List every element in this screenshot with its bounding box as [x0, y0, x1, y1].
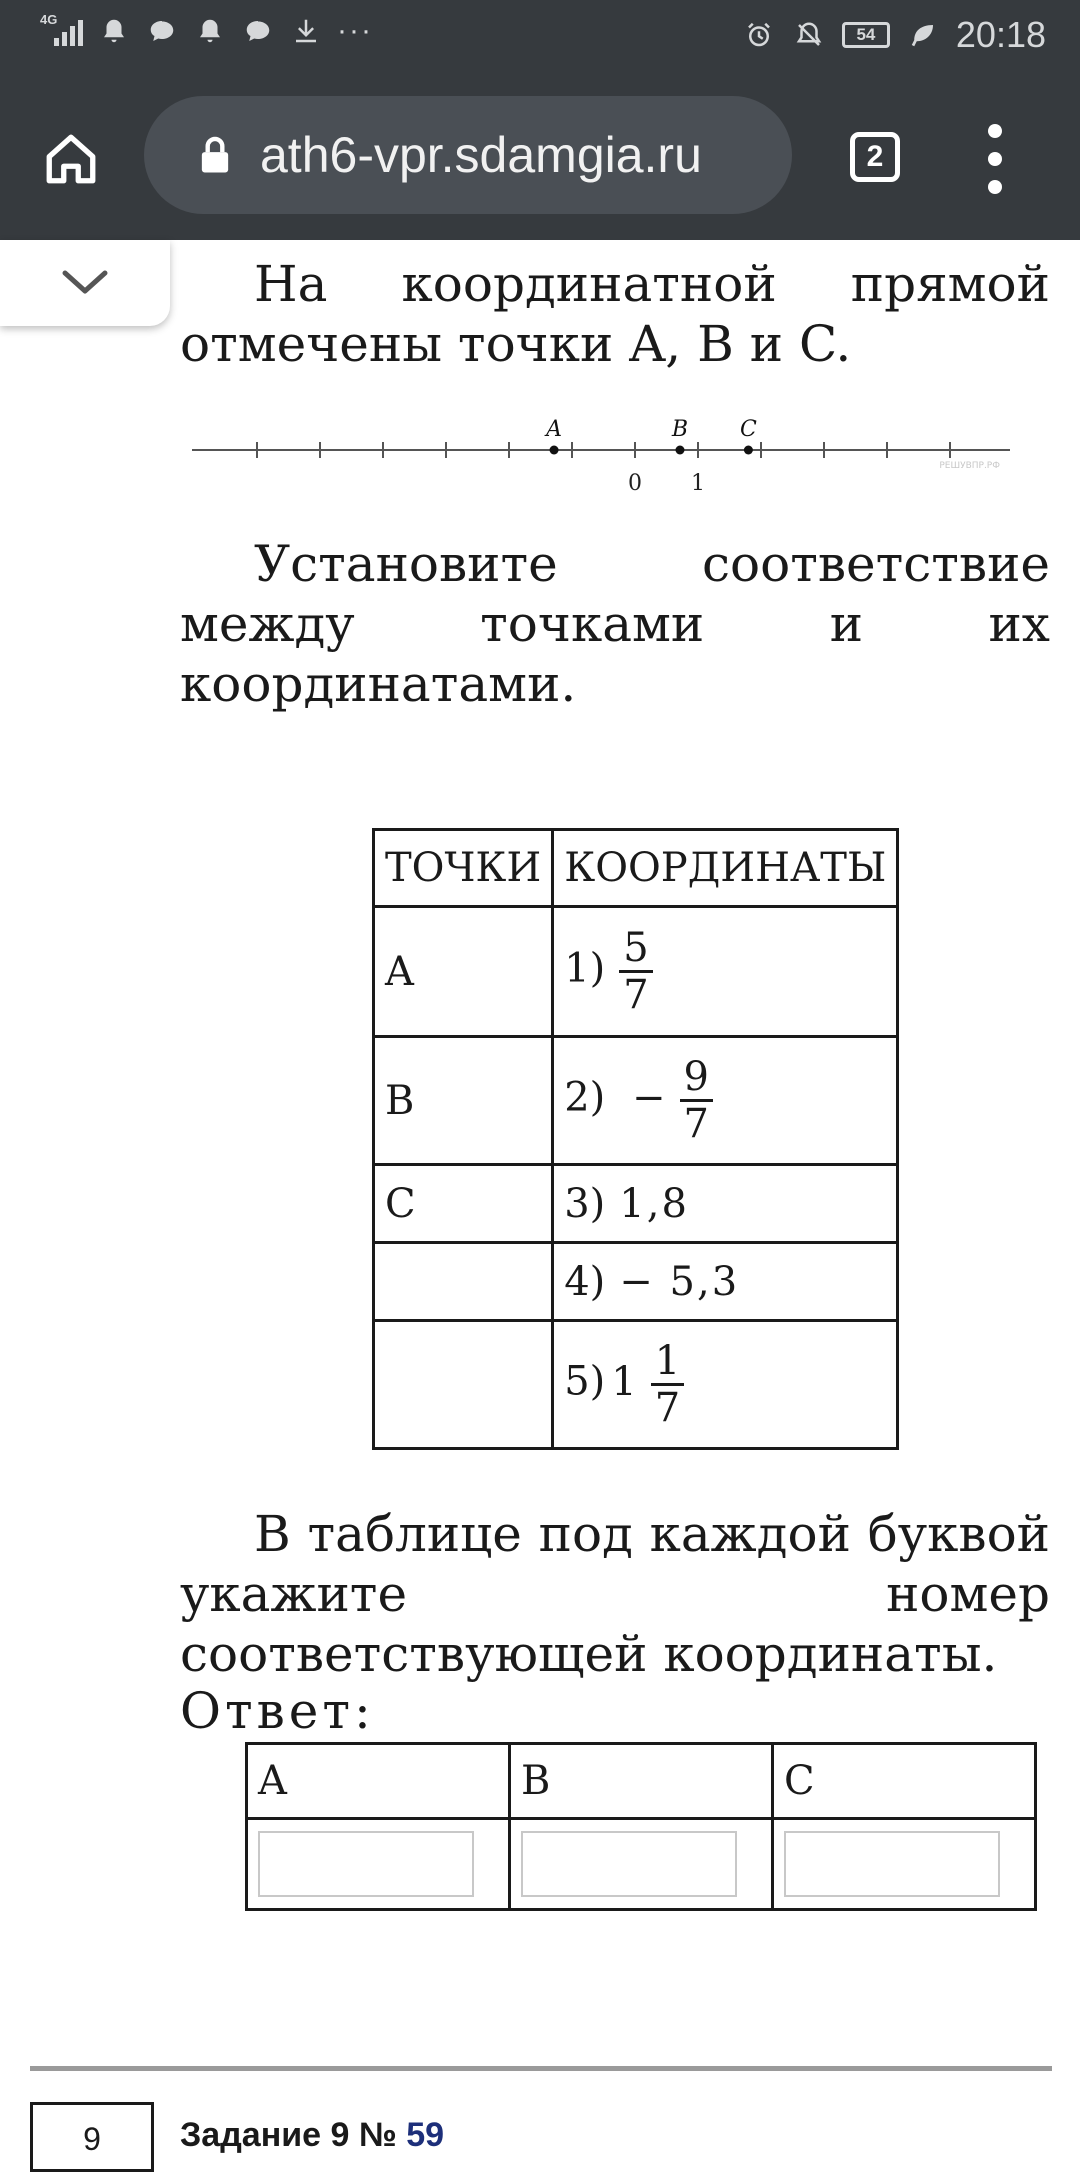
answer-table	[245, 1742, 1037, 1911]
answer-table-header	[247, 1744, 1036, 1819]
point-cell: C	[374, 1165, 553, 1243]
home-button[interactable]	[36, 124, 106, 194]
alarm-icon	[97, 14, 131, 48]
task-number-box: 9	[30, 2102, 154, 2172]
silent-icon	[792, 18, 826, 52]
home-icon	[42, 130, 100, 188]
chat-icon	[145, 14, 179, 48]
point-cell: A	[374, 907, 553, 1037]
fraction	[619, 926, 652, 1017]
column-header-points: ТОЧКИ	[374, 830, 553, 907]
fraction	[651, 1339, 684, 1430]
numerator: 1	[651, 1339, 684, 1386]
answer-cell-b	[510, 1819, 773, 1910]
point-cell	[374, 1243, 553, 1321]
coordinate-cell	[553, 907, 898, 1037]
column-header-coordinates: КООРДИНАТЫ	[553, 830, 898, 907]
point-label-b: B	[671, 417, 689, 442]
menu-dot-icon	[988, 180, 1002, 194]
status-bar-left	[40, 14, 373, 48]
watermark: РЕШУВПР.РФ	[939, 461, 1000, 471]
option-number: 4)	[564, 1258, 606, 1305]
network-type: 4G	[40, 12, 58, 27]
coordinate-cell	[553, 1037, 898, 1165]
menu-dot-icon	[988, 152, 1002, 166]
browser-toolbar	[0, 72, 1080, 240]
answer-header-c: C	[773, 1744, 1036, 1819]
coordinates-table-row	[374, 1165, 898, 1243]
coordinates-table	[372, 828, 899, 1450]
status-bar-right	[742, 14, 1046, 56]
task-statement: На координатной прямой отмечены точки A, B и C.	[180, 255, 1050, 373]
whole-part: 1	[611, 1358, 637, 1405]
denominator: 7	[654, 1385, 681, 1431]
point-a	[550, 446, 559, 455]
more-notifications-icon: ···	[337, 14, 373, 47]
point-label-c: C	[739, 417, 757, 442]
point-cell	[374, 1321, 553, 1449]
chat-icon	[241, 14, 275, 48]
tick-label-zero: 0	[628, 471, 642, 496]
option-number: 2)	[564, 1074, 606, 1121]
number-line-points	[544, 417, 757, 455]
tick-label-one: 1	[691, 471, 705, 496]
point-b	[675, 446, 684, 455]
fraction	[680, 1055, 713, 1146]
point-c	[744, 446, 753, 455]
point-cell: B	[374, 1037, 553, 1165]
tab-switcher-button[interactable]: 2	[850, 132, 900, 182]
coordinate-cell	[553, 1243, 898, 1321]
menu-dot-icon	[988, 124, 1002, 138]
answer-label: Ответ:	[180, 1682, 375, 1740]
coordinates-table-row	[374, 1321, 898, 1449]
section-divider	[30, 2066, 1052, 2071]
denominator: 7	[683, 1101, 709, 1147]
number-line	[180, 400, 1020, 510]
point-label-a: A	[546, 417, 562, 442]
lock-icon	[198, 135, 232, 175]
next-task-title	[180, 2116, 444, 2155]
url-text: ath6-vpr.sdamgia.ru	[260, 127, 702, 183]
next-task-link[interactable]: 59	[406, 2116, 445, 2154]
url-bar[interactable]	[144, 96, 792, 214]
battery-icon: 54	[842, 22, 890, 48]
answer-cell-a	[247, 1819, 510, 1910]
coordinate-value: 1,8	[619, 1180, 689, 1227]
minus-sign: −	[632, 1074, 666, 1121]
denominator: 7	[623, 972, 649, 1018]
answer-header-a: A	[247, 1744, 510, 1819]
answer-table-inputs	[247, 1819, 1036, 1910]
answer-header-b: B	[510, 1744, 773, 1819]
clock: 20:18	[955, 14, 1046, 55]
answer-cell-c	[773, 1819, 1036, 1910]
overflow-menu-button[interactable]	[975, 124, 1015, 194]
task-instruction: Установите соответствие между точками и их координатами.	[180, 535, 1050, 713]
coordinates-table-row	[374, 907, 898, 1037]
option-number: 5)	[564, 1358, 606, 1405]
answer-instruction: В таблице под каждой буквой укажите номер соответствующей координаты.	[180, 1505, 1050, 1683]
coordinates-table-header	[374, 830, 898, 907]
leaf-icon	[906, 18, 940, 52]
download-icon	[289, 14, 323, 48]
numerator: 5	[619, 926, 652, 973]
next-task-prefix: Задание 9 №	[180, 2116, 407, 2154]
coordinate-cell	[553, 1165, 898, 1243]
status-bar	[0, 0, 1080, 72]
option-number: 1)	[564, 945, 606, 992]
numerator: 9	[680, 1055, 713, 1102]
coordinate-cell	[553, 1321, 898, 1449]
chevron-down-icon	[61, 269, 109, 297]
coordinates-table-row	[374, 1243, 898, 1321]
answer-input-c[interactable]	[784, 1831, 1000, 1897]
option-number: 3)	[564, 1180, 606, 1227]
answer-input-a[interactable]	[258, 1831, 474, 1897]
coordinate-value: − 5,3	[619, 1258, 740, 1305]
alarm-clock-icon	[742, 18, 776, 52]
answer-input-b[interactable]	[521, 1831, 737, 1897]
collapse-panel-button[interactable]	[0, 240, 170, 326]
signal-icon	[40, 12, 83, 46]
coordinates-table-row	[374, 1037, 898, 1165]
alarm-icon	[193, 14, 227, 48]
